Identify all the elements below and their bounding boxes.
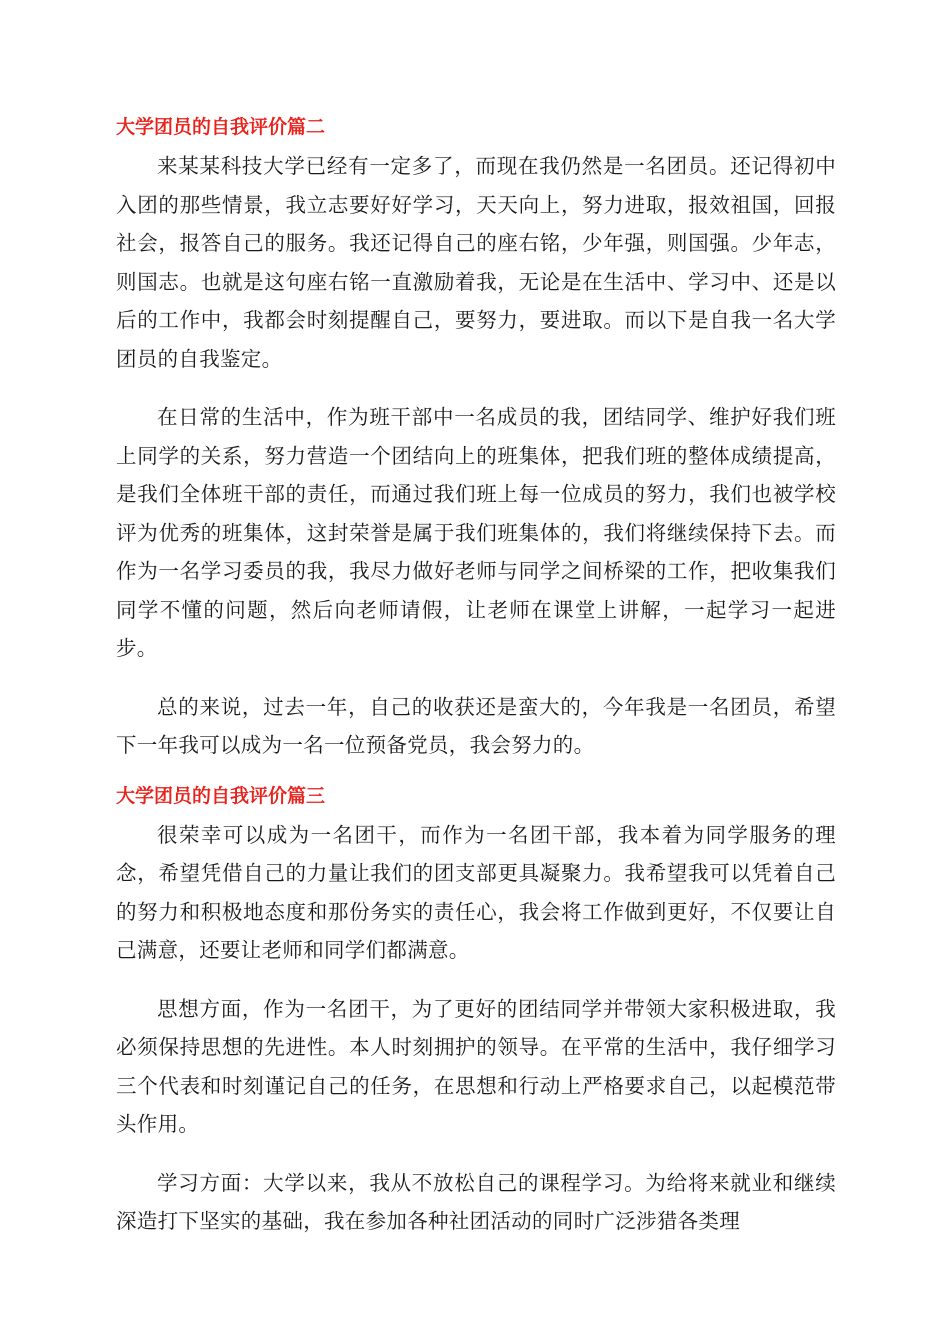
section-3: [116, 779, 836, 1241]
paragraph: 思想方面，作为一名团干，为了更好的团结同学并带领大家积极进取，我必须保持思想的先进性。本人时刻拥护的领导。在平常的生活中，我仔细学习三个代表和时刻谨记自己的任务，在思想和行动上严格要求自己，以起模范带头作用。: [116, 996, 836, 1136]
section-heading: 大学团员的自我评价篇三: [116, 784, 326, 807]
section-2: [116, 110, 836, 765]
paragraph: 在日常的生活中，作为班干部中一名成员的我，团结同学、维护好我们班上同学的关系，努力营造一个团结向上的班集体，把我们班的整体成绩提高，是我们全体班干部的责任，而通过我们班上每一位成员的努力，我们也被学校评为优秀的班集体，这封荣誉是属于我们班集体的，我们将继续保持下去。而作为一名学习委员的我，我尽力做好老师与同学之间桥梁的工作，把收集我们同学不懂的问题，然后向老师请假，让老师在课堂上讲解，一起学习一起进步。: [116, 405, 836, 660]
paragraph: 学习方面：大学以来，我从不放松自己的课程学习。为给将来就业和继续深造打下坚实的基础，我在参加各种社团活动的同时广泛涉猎各类理: [116, 1170, 836, 1233]
section-heading: 大学团员的自我评价篇二: [116, 116, 326, 138]
paragraph: 来某某科技大学已经有一定多了，而现在我仍然是一名团员。还记得初中入团的那些情景，我立志要好好学习，天天向上，努力进取，报效祖国，回报社会，报答自己的服务。我还记得自己的座右铭，少年强，则国强。少年志，则国志。也就是这句座右铭一直激励着我，无论是在生活中、学习中、还是以后的工作中，我都会时刻提醒自己，要努力，要进取。而以下是自我一名大学团员的自我鉴定。: [116, 154, 836, 371]
paragraph: 很荣幸可以成为一名团干，而作为一名团干部，我本着为同学服务的理念，希望凭借自己的力量让我们的团支部更具凝聚力。我希望我可以凭着自己的努力和积极地态度和那份务实的责任心，我会将工作做到更好，不仅要让自己满意，还要让老师和同学们都满意。: [116, 822, 836, 962]
paragraph: 总的来说，过去一年，自己的收获还是蛮大的，今年我是一名团员，希望下一年我可以成为一名一位预备党员，我会努力的。: [116, 694, 836, 757]
document-page: [116, 110, 836, 1261]
